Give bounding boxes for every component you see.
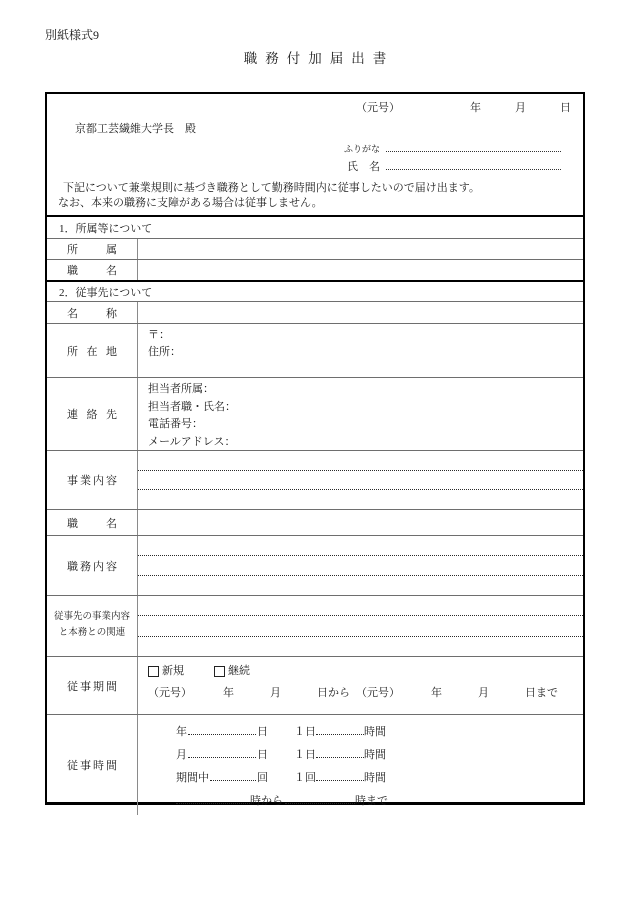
contact-dept-label: 担当者所属：: [148, 383, 214, 395]
date-day-label: 日: [560, 102, 571, 114]
jobtitle-own-input[interactable]: [138, 260, 583, 280]
period-year2-label: 年: [431, 687, 442, 699]
table-row-affiliation: [47, 238, 583, 259]
table-row-period: [47, 656, 583, 714]
hours-line-month: [176, 746, 583, 769]
hours-year-pre: 年: [176, 726, 187, 738]
furigana-label: ふりがな: [343, 144, 380, 154]
table-row-hours: [47, 714, 583, 815]
checkbox-continue[interactable]: [214, 663, 250, 679]
period-dayfrom-label: 日から: [317, 687, 350, 699]
furigana-row: [47, 140, 561, 156]
period-era1-label: （元号）: [148, 687, 192, 699]
statement: [58, 181, 573, 211]
contact-label: 連絡先: [47, 378, 138, 450]
fill-line[interactable]: [188, 724, 256, 735]
statement-line-2: なお、本来の職務に支障がある場合は従事しません。: [58, 197, 323, 209]
hours-input[interactable]: [138, 715, 583, 815]
jobtitle-own-label: 職名: [47, 260, 138, 280]
fill-line[interactable]: [138, 596, 583, 616]
fill-line[interactable]: [316, 747, 364, 758]
name-label: 氏 名: [347, 161, 380, 173]
period-month2-label: 月: [478, 687, 489, 699]
fill-line[interactable]: [316, 724, 364, 735]
table-row-jobtitle-employer: [47, 509, 583, 535]
table-row-contact: [47, 377, 583, 450]
section1-heading-row: [47, 217, 583, 238]
period-label: 従事期間: [47, 657, 138, 714]
fill-line[interactable]: [138, 556, 583, 576]
fill-line[interactable]: [188, 747, 256, 758]
postal-code-label: 〒：: [148, 329, 170, 341]
date-era-label: （元号）: [356, 102, 400, 114]
period-month1-label: 月: [270, 687, 281, 699]
relation-input[interactable]: [138, 596, 583, 656]
form-box: [45, 92, 585, 805]
fill-line[interactable]: [210, 770, 256, 781]
hours-times-unit: 時間: [364, 772, 386, 784]
relation-label-line-1: 従事先の事業内容: [53, 612, 130, 623]
affiliation-label: 所属: [47, 239, 138, 259]
duties-input[interactable]: [138, 536, 583, 595]
address-input[interactable]: [138, 324, 583, 377]
contact-email-label: メールアドレス：: [148, 435, 236, 448]
business-input[interactable]: [138, 451, 583, 509]
date-year-label: 年: [470, 102, 481, 114]
section2-heading: 2．従事先について: [59, 286, 153, 299]
checkbox-continue-label: 継続: [228, 665, 250, 677]
fill-line[interactable]: [138, 471, 583, 491]
furigana-fill-line[interactable]: [386, 140, 561, 152]
hours-range-from: 時から: [250, 795, 283, 807]
addressee: 京都工芸繊維大学長 殿: [75, 123, 196, 135]
form-code: 別紙様式9: [45, 28, 100, 42]
address-label: 所在地: [47, 324, 138, 377]
duties-label: 職務内容: [47, 536, 138, 595]
table-row-duties: [47, 535, 583, 595]
hours-month-unit: 時間: [364, 749, 386, 761]
statement-line-1: 下記について兼業規則に基づき職務として勤務時間内に従事したいので届け出ます。: [63, 182, 480, 194]
hours-month-per: １日: [294, 749, 316, 761]
fill-line[interactable]: [138, 451, 583, 471]
fill-line[interactable]: [138, 536, 583, 556]
checkbox-continue-icon[interactable]: [214, 666, 225, 677]
table-row-employer-name: [47, 301, 583, 323]
hours-range-until: 時まで: [355, 795, 388, 807]
fill-line[interactable]: [316, 770, 364, 781]
business-label: 事業内容: [47, 451, 138, 509]
period-dayuntil-label: 日まで: [525, 687, 558, 699]
period-input[interactable]: [138, 657, 583, 714]
hours-times-pre: 期間中: [176, 772, 209, 784]
hours-line-year: [176, 723, 583, 746]
period-date-line: [148, 686, 583, 701]
street-address-label: 住所：: [148, 346, 181, 358]
table-row-business: [47, 450, 583, 509]
fill-line[interactable]: [285, 793, 355, 804]
relation-label: [47, 596, 138, 656]
fill-line[interactable]: [138, 637, 583, 656]
period-year1-label: 年: [223, 687, 234, 699]
fill-line[interactable]: [138, 490, 583, 509]
name-row: [47, 158, 561, 175]
document-title: 職務付加届出書: [243, 51, 395, 66]
contact-input[interactable]: [138, 378, 583, 450]
hours-year-per: １日: [294, 726, 316, 738]
fill-line[interactable]: [176, 793, 250, 804]
table-row-jobtitle-own: [47, 259, 583, 280]
period-era2-label: （元号）: [356, 687, 400, 699]
hours-month-pre: 月: [176, 749, 187, 761]
jobtitle-employer-input[interactable]: [138, 510, 583, 535]
hours-label: 従事時間: [47, 715, 138, 815]
checkbox-new-icon[interactable]: [148, 666, 159, 677]
fill-line[interactable]: [138, 576, 583, 595]
relation-label-line-2: と本務との関連: [58, 628, 126, 638]
section2-heading-row: [47, 280, 583, 301]
checkbox-new-label: 新規: [162, 665, 184, 677]
form-table: [47, 215, 583, 815]
checkbox-new[interactable]: [148, 663, 184, 679]
hours-times-per: １回: [294, 772, 316, 784]
hours-line-range: [176, 792, 583, 815]
affiliation-input[interactable]: [138, 239, 583, 259]
section1-heading: 1．所属等について: [59, 222, 153, 235]
name-fill-line[interactable]: [386, 158, 561, 170]
hours-year-unit: 時間: [364, 726, 386, 738]
jobtitle-employer-label: 職名: [47, 510, 138, 535]
employer-name-label: 名称: [47, 302, 138, 323]
table-row-relation: [47, 595, 583, 656]
employer-name-input[interactable]: [138, 302, 583, 323]
period-checkbox-line: [148, 663, 583, 679]
date-line: [47, 101, 571, 116]
date-month-label: 月: [515, 102, 526, 114]
hours-year-mid: 日: [257, 726, 268, 738]
hours-month-mid: 日: [257, 749, 268, 761]
fill-line[interactable]: [138, 616, 583, 636]
contact-person-label: 担当者職・氏名：: [148, 400, 236, 413]
contact-phone-label: 電話番号：: [148, 418, 203, 430]
table-row-address: [47, 323, 583, 377]
hours-line-times: [176, 769, 583, 792]
hours-times-mid: 回: [257, 772, 268, 784]
